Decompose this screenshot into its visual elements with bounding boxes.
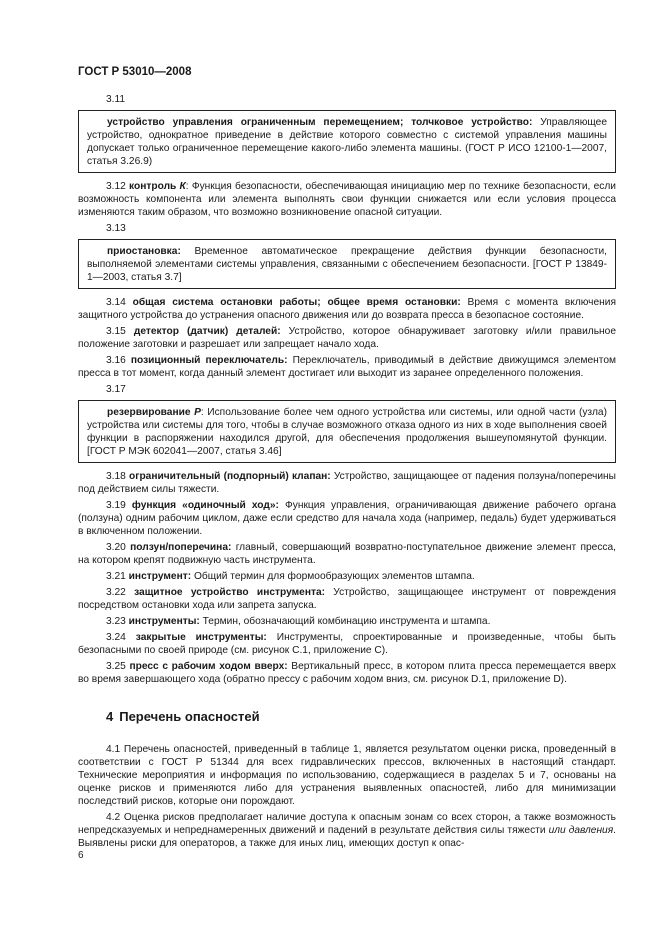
clause-text-italic: или давления (548, 825, 614, 836)
clause-number: 3.15 (106, 326, 126, 337)
clause (78, 296, 616, 322)
definition: Вертикальный пресс, в котором плита пресса перемещается вверх во время завершающего хода (обратно прессу с рабочим ходом вниз, см. рисунок D.1, приложение D). (78, 661, 616, 685)
definition: Устройство, защищающее от падения ползуна/поперечины под действием силы тяжести. (78, 471, 616, 495)
definition: Временное автоматическое прекращение действия функции безопасности, выполняемой элементами системы управления, связанными с обеспечением безопасности. [ГОСТ Р 13849-1—2003, статья 3.7] (87, 246, 607, 283)
clause-number: 3.21 (106, 571, 126, 582)
clause (78, 470, 616, 496)
clause (78, 354, 616, 380)
clause (78, 180, 616, 219)
clause (78, 743, 616, 808)
clause-number: 4.2 (106, 812, 121, 823)
term: ограничительный (подпорный) клапан: (128, 471, 331, 482)
definition-text (87, 116, 607, 168)
page-number: 6 (78, 850, 84, 861)
clause (78, 586, 616, 612)
term: закрытые инструменты: (135, 632, 267, 643)
term: инструмент: (128, 571, 192, 582)
section-title: Перечень опасностей (119, 709, 260, 724)
definition-box (78, 400, 616, 463)
term: защитное устройство инструмента: (134, 587, 326, 598)
term: резервирование (107, 407, 191, 418)
term: контроль (129, 181, 177, 192)
clause-number: 3.22 (106, 587, 126, 598)
clause-number: 3.16 (106, 355, 126, 366)
definition: Переключатель, приводимый в действие движущимся элементом пресса в тот момент, когда данный элемент достигает или выходит из заранее определенного положения. (78, 355, 616, 379)
definition-box (78, 110, 616, 173)
clause (78, 325, 616, 351)
definition: главный, совершающий возвратно-поступательное движение элемент пресса, на котором крепят подвижную часть инструмента. (78, 542, 616, 566)
clause-number: 3.24 (106, 632, 126, 643)
term: позиционный переключатель: (130, 355, 288, 366)
definition: Общий термин для формообразующих элементов штампа. (191, 571, 475, 582)
document-header: ГОСТ Р 53010—2008 (78, 66, 192, 78)
definition-box (78, 239, 616, 289)
term: детектор (датчик) деталей: (133, 326, 281, 337)
term: инструменты: (128, 616, 200, 627)
clause-number: 3.23 (106, 616, 126, 627)
clause-number: 3.14 (106, 297, 126, 308)
definition: Инструменты, спроектированные и произведенные, чтобы быть безопасными по своей природе (см. рисунок С.1, приложение С). (78, 632, 616, 656)
clause (78, 541, 616, 567)
clause-number: 3.12 (106, 181, 126, 192)
clause (78, 660, 616, 686)
term: общая система остановки работы; общее время остановки: (132, 297, 461, 308)
clause-number: 3.13 (106, 223, 126, 234)
clause-number: 3.19 (106, 500, 126, 511)
definition: Устройство, которое обнаруживает заготовку и/или правильное положение заготовки и разрешает или запрещает начало хода. (78, 326, 616, 350)
clause-text: Оценка рисков предполагает наличие доступа к опасным зонам со всех сторон, а также возможность непредсказуемых и непреднамеренных движений и падений в результате действия силы тяжести (78, 812, 616, 836)
document-body (78, 93, 616, 853)
clause (78, 615, 616, 628)
definition: Функция управления, ограничивающая движение рабочего органа (ползуна) одним рабочим циклом, даже если средство для начала хода (например, педаль) будет удерживаться в включенном положении. (78, 500, 616, 537)
clause-number: 3.25 (106, 661, 126, 672)
clause (78, 570, 616, 583)
clause-number: 4.1 (106, 744, 121, 755)
clause (78, 631, 616, 657)
definition-text (87, 245, 607, 284)
definition: Термин, обозначающий комбинацию инструмента и штампа. (199, 616, 491, 627)
definition: Время с момента включения защитного устройства до устранения опасного движения или до возврата пресса в безопасное состояние. (78, 297, 616, 321)
term: устройство управления ограниченным перемещением; толчковое устройство: (107, 117, 533, 128)
clause-number: 3.20 (106, 542, 126, 553)
section-number: 4 (106, 709, 114, 724)
clause-number: 3.11 (106, 94, 126, 105)
term: пресс с рабочим ходом вверх: (129, 661, 288, 672)
definition: Устройство, защищающее инструмент от повреждения посредством остановки хода или запрета запуска. (78, 587, 616, 611)
clause-text: . Выявлены риски для операторов, а также для иных лиц, имеющих доступ к опас- (78, 825, 617, 849)
definition: : Функция безопасности, обеспечивающая инициацию мер по технике безопасности, если возможность компонента или элемента выполнять свои функции снижается или если условия процесса изменяются таким образом, что возможно возникновение опасной ситуации. (78, 181, 616, 218)
term: функция «одиночный ход»: (131, 500, 279, 511)
term: ползун/поперечина: (130, 542, 232, 553)
term-symbol: К (179, 181, 186, 192)
definition: : Использование более чем одного устройства или системы, или одной части (узла) устройства или системы для того, чтобы в случае возможного отказа одного из них в ходе выполнения своей функции в распоряжении находился другой, для обеспечения продолжения вышеупомянутой функции. [ГОСТ Р МЭК 602041—2007, статья 3.46] (87, 407, 607, 457)
definition: Управляющее устройство, однократное приведение в действие которого совместно с системой управления машины допускает только ограниченное перемещение какого-либо элемента машины. (ГОСТ Р ИСО 12100-1—2007, статья 3.26.9) (87, 117, 608, 167)
clause-number: 3.17 (106, 384, 126, 395)
section-heading (106, 710, 616, 723)
clause (78, 499, 616, 538)
definition-text (87, 406, 607, 458)
clause-text: Перечень опасностей, приведенный в таблице 1, является результатом оценки риска, проведенный в соответствии с ГОСТ Р 51344 для всех гидравлических прессов, включенных в настоящий стандарт. Технические мероприятия и информация по использованию, содержащиеся в разделах 5 и 7, основаны на оценке рисков и применяются либо для устранения выявленных опасностей, либо для минимизации последствий рисков, которые они порождают. (78, 744, 616, 807)
clause (78, 811, 616, 850)
term: приостановка: (107, 246, 181, 257)
term-symbol: Р (194, 407, 201, 418)
clause-number: 3.18 (106, 471, 126, 482)
